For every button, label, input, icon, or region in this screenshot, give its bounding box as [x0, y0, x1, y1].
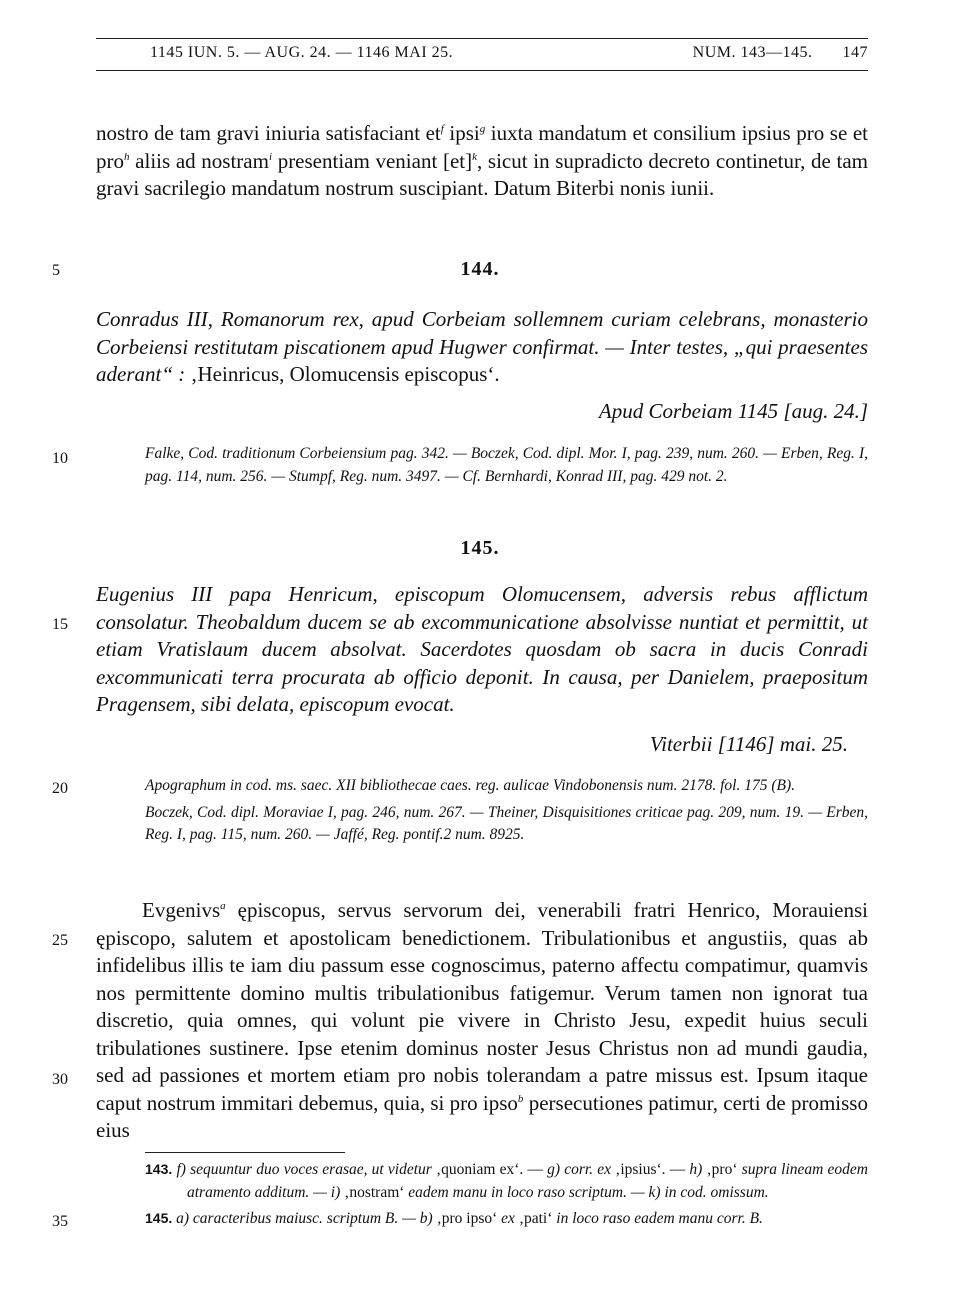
doc145-source-editions: Boczek, Cod. dipl. Moraviae I, pag. 246, num. 267. — Theiner, Disquisitiones criticae pag. 209, num. 19. — Erben, Reg. I, pag. 115, num. 260. — Jaffé, Reg. pontif.2 num. 8925.	[145, 803, 868, 843]
doc144-regest: Conradus III, Romanorum rex, apud Corbeiam sollemnem curiam celebrans, monasterio Corbeiensi restitutam piscationem apud Hugwer confirmat. — Inter testes, „qui praesentes aderant“ : ‚Heinricus, Olomucensis episcopus‘.	[96, 307, 868, 386]
doc144-dateline: Apud Corbeiam 1145 [aug. 24.]	[598, 399, 868, 423]
line-number: 10	[52, 450, 68, 467]
header-bottom-rule	[96, 70, 868, 71]
doc145-text	[96, 897, 868, 1145]
footnotes	[145, 1158, 868, 1233]
footnote-rule	[145, 1152, 345, 1153]
running-head-dates: 1145 IUN. 5. — AUG. 24. — 1146 MAI 25.	[150, 44, 454, 61]
running-head-right	[693, 44, 868, 62]
doc143-continuation	[96, 120, 868, 203]
doc145-letter: Evgenivs$^a$ ępiscopus, servus servorum dei, venerabili fratri Henrico, Morauiensi ępiscopo, salutem et apostolicam benedictionem. Tribulationibus et angustiis, quas ab infidelibus illis te iam diu passum esse cognoscimus, paterno affectu compatimur, quamvis nos permittente domino multis tribulationibus fatigemur. Verum tamen non ignorat tua discretio, quia omnes, qui volunt pie vivere in Christo Jesu, expedit huius seculi tribulationes sustinere. Ipse etenim dominus noster Jesus Christus non ad mundi gaudia, sed ad passiones et mortem etiam pro nobis tolerandam a patre missus est. Ipsum itaque caput nostrum immitari debemus, quia, si pro ipso$^b$ persecutiones patimur, certi de promisso eius	[96, 898, 868, 1142]
doc144-sources: Falke, Cod. traditionum Corbeiensium pag. 342. — Boczek, Cod. dipl. Mor. I, pag. 239, num. 260. — Erben, Reg. I, pag. 114, num. 256. — Stumpf, Reg. num. 3497. — Cf. Bernhardi, Konrad III, pag. 429 not. 2.	[145, 445, 868, 485]
doc143-text: nostro de tam gravi iniuria satisfaciant $et^f$ ipsi$^g$ iuxta mandatum et consilium ipsius pro se et pro$^h$ aliis ad nostram$^i$ presentiam veniant [et]$^k$, sicut in supradicto decreto continetur, de tam gravi sacrilegio mandatum nostrum suscipiant. Datum Biterbi nonis iunii.	[96, 121, 869, 200]
doc144-number: 144.	[460, 258, 500, 280]
header-top-rule	[96, 38, 868, 39]
doc145-sources	[145, 775, 868, 851]
line-number: 25	[52, 932, 68, 949]
doc145-source-manuscript: Apographum in cod. ms. saec. XII bibliothecae caes. reg. aulicae Vindobonensis num. 2178. fol. 175 (B).	[145, 777, 796, 794]
doc145-number: 145.	[460, 537, 500, 559]
footnote-145: 145. a) caracteribus maiusc. scriptum B. — b) ‚pro ipso‘ ex ‚pati‘ in loco raso eadem manu corr. B.	[145, 1210, 763, 1227]
doc145-dateline: Viterbii [1146] mai. 25.	[649, 732, 848, 756]
line-number: 20	[52, 780, 68, 797]
page-number: 147	[842, 44, 868, 61]
line-number: 35	[52, 1213, 68, 1230]
line-number: 5	[52, 262, 60, 279]
line-number: 30	[52, 1071, 68, 1088]
running-head	[150, 44, 868, 68]
line-number: 15	[52, 616, 68, 633]
footnote-143: 143. f) sequuntur duo voces erasae, ut videtur ‚quoniam ex‘. — g) corr. ex ‚ipsius‘. — h) ‚pro‘ supra lineam eodem atramento additum. — i) ‚nostram‘ eadem manu in loco raso scriptum. — k) in cod. omissum.	[145, 1161, 868, 1201]
running-head-doc-numbers: NUM. 143—145.	[692, 44, 813, 61]
doc145-regest: Eugenius III papa Henricum, episcopum Olomucensem, adversis rebus afflictum consolatur. Theobaldum ducem se ab excommunicatione absolvisse nuntiat et permittit, ut etiam Vratislaum ducem absolvat. Sacerdotes quosdam ob sacra in ducis Conradi excommunicati terra procurata ab officio deponit. In causa, per Danielem, praepositum Pragensem, sibi delata, episcopum evocat.	[96, 582, 868, 716]
